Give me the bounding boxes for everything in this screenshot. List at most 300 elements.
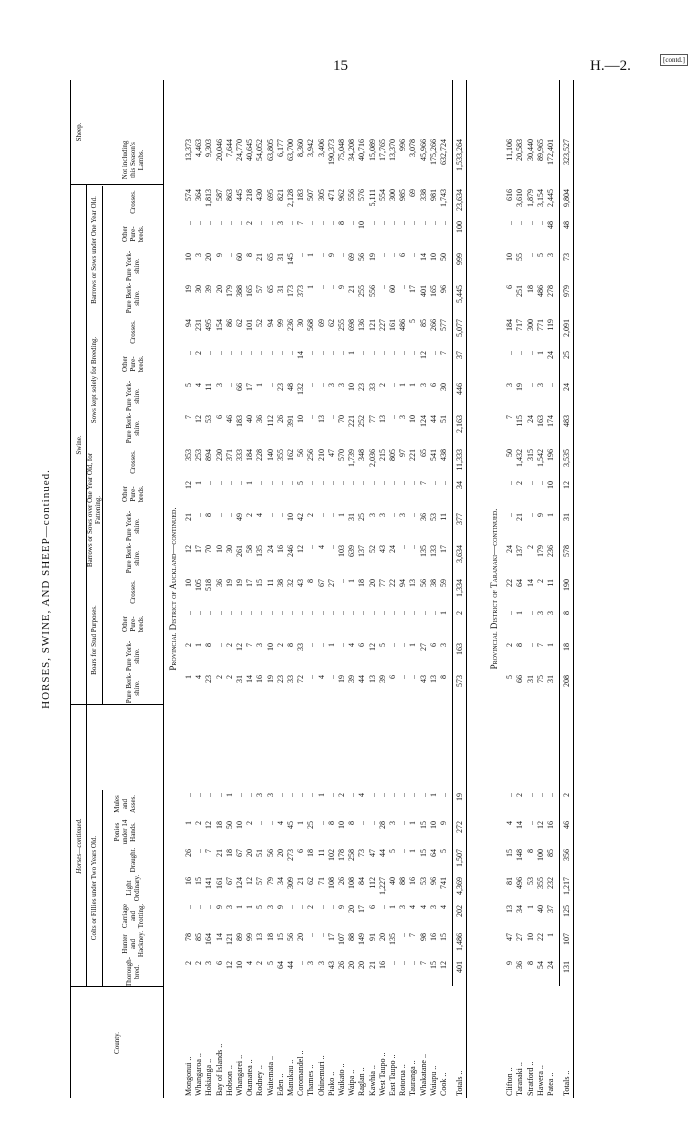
- table-cell: 141: [204, 877, 214, 889]
- table-cell: 4: [255, 513, 265, 517]
- table-cell: ..: [255, 821, 265, 825]
- table-cell: 231: [194, 319, 204, 331]
- table-cell: 135: [418, 545, 428, 557]
- table-cell: 23,634: [455, 189, 465, 211]
- table-cell: 5,077: [455, 319, 465, 337]
- table-cell: 1: [408, 849, 418, 853]
- table-cell: 47: [326, 449, 336, 457]
- table-cell: 1: [398, 383, 408, 387]
- county-name: Hawera ..: [535, 1065, 545, 1096]
- table-cell: 34: [515, 905, 525, 913]
- table-cell: ..: [326, 415, 336, 419]
- table-cell: 30: [296, 319, 306, 327]
- table-cell: 18: [224, 849, 234, 857]
- table-cell: 94: [184, 319, 193, 327]
- table-cell: 75: [535, 675, 545, 683]
- table-cell: 43: [377, 545, 387, 553]
- table-cell: 3: [255, 793, 265, 797]
- table-cell: 14: [214, 933, 224, 941]
- table-cell: ..: [418, 793, 428, 797]
- table-cell: 3: [255, 643, 265, 647]
- table-cell: 66: [515, 675, 525, 683]
- county-name: Waitemata ..: [265, 1055, 275, 1096]
- table-cell: ..: [388, 961, 397, 965]
- table-cell: ..: [316, 821, 326, 825]
- table-cell: 7: [535, 643, 545, 647]
- county-name: Tauranga ..: [408, 1060, 418, 1096]
- table-cell: 161: [214, 877, 224, 889]
- table-cell: ..: [296, 905, 306, 909]
- table-cell: 1: [337, 513, 346, 517]
- table-cell: 132: [296, 383, 306, 395]
- table-cell: 15: [275, 933, 285, 941]
- table-cell: 19: [455, 793, 465, 801]
- table-cell: 18: [265, 933, 275, 941]
- table-cell: ..: [275, 481, 285, 485]
- table-cell: 2: [224, 643, 234, 647]
- table-cell: 14: [525, 579, 535, 587]
- table-cell: 616: [505, 189, 515, 201]
- table-cell: 34: [455, 481, 465, 489]
- table-cell: 62: [235, 319, 244, 327]
- table-cell: 438: [439, 449, 448, 461]
- table-cell: 218: [245, 189, 255, 201]
- table-cell: 8: [326, 821, 336, 825]
- column-header: Pure Berk-shire.: [125, 412, 141, 444]
- table-cell: 105: [194, 579, 204, 591]
- table-cell: 19: [367, 253, 377, 261]
- table-cell: 124: [235, 877, 244, 889]
- table-cell: 154: [214, 319, 224, 331]
- table-cell: 4: [408, 905, 418, 909]
- table-cell: 33: [286, 675, 295, 683]
- table-cell: ..: [388, 793, 397, 797]
- table-cell: 164: [204, 933, 214, 945]
- table-cell: 3,154: [535, 189, 545, 207]
- table-cell: 10: [347, 383, 357, 391]
- table-cell: 31: [275, 253, 285, 261]
- table-cell: 27: [326, 579, 336, 587]
- column-header: Hunter and Hackney.: [121, 930, 145, 958]
- table-cell: 9: [439, 821, 448, 825]
- table-cell: ..: [224, 351, 234, 355]
- table-cell: ..: [418, 221, 428, 225]
- table-cell: 1: [546, 933, 555, 937]
- county-name: Whangarei ..: [235, 1054, 244, 1096]
- table-cell: ..: [255, 481, 265, 485]
- table-cell: ..: [525, 611, 535, 615]
- table-cell: 228: [255, 449, 265, 461]
- table-cell: 253: [194, 449, 204, 461]
- table-cell: 3: [535, 383, 545, 387]
- table-cell: 9: [214, 253, 224, 257]
- table-cell: 236: [286, 319, 295, 331]
- table-cell: 107: [337, 933, 346, 945]
- table-cell: 60: [388, 285, 397, 293]
- table-cell: ..: [347, 793, 357, 797]
- table-cell: 4: [194, 383, 204, 387]
- table-cell: ..: [255, 611, 265, 615]
- table-row: [255, 80, 264, 1098]
- table-cell: 6: [428, 383, 438, 387]
- table-cell: ..: [316, 481, 326, 485]
- table-cell: 50: [505, 449, 515, 457]
- table-cell: 57: [255, 877, 265, 885]
- table-cell: 894: [204, 449, 214, 461]
- table-cell: 2: [245, 513, 255, 517]
- table-cell: 401: [455, 961, 465, 973]
- header-boars: Boars for Stud Purposes.: [90, 605, 98, 675]
- table-cell: ..: [525, 513, 535, 517]
- column-header: Crosses.: [129, 320, 137, 344]
- table-cell: 20: [214, 285, 224, 293]
- table-cell: 8: [515, 643, 525, 647]
- table-cell: 3: [535, 611, 545, 615]
- table-cell: 2: [515, 481, 525, 485]
- table-cell: ..: [235, 793, 244, 797]
- reference-stamp: [contd.]: [660, 54, 688, 66]
- table-cell: 215: [377, 449, 387, 461]
- table-cell: 69: [316, 319, 326, 327]
- table-cell: 17: [408, 285, 418, 293]
- table-cell: 86: [224, 319, 234, 327]
- table-cell: 10: [296, 415, 306, 423]
- table-cell: 24,770: [235, 139, 244, 161]
- table-cell: 13: [377, 415, 387, 423]
- table-cell: ..: [347, 221, 357, 225]
- table-cell: ..: [214, 351, 224, 355]
- table-row: [204, 80, 213, 1098]
- table-cell: 149: [357, 933, 367, 945]
- table-cell: 4: [347, 643, 357, 647]
- table-cell: 78: [184, 933, 193, 941]
- table-cell: 5,111: [367, 189, 377, 207]
- table-cell: 101: [245, 319, 255, 331]
- column-header: Draught.: [129, 847, 137, 873]
- page-number: 15: [333, 58, 348, 74]
- table-cell: 2: [377, 383, 387, 387]
- table-cell: ..: [535, 221, 545, 225]
- table-cell: 255: [337, 319, 346, 331]
- table-cell: 8: [286, 643, 295, 647]
- table-cell: ..: [388, 383, 397, 387]
- rotated-table-page: [40, 80, 660, 1098]
- table-cell: 13: [367, 675, 377, 683]
- table-cell: 24: [388, 545, 397, 553]
- table-cell: 12: [235, 643, 244, 651]
- table-cell: 3: [398, 415, 408, 419]
- table-cell: 67: [316, 579, 326, 587]
- table-cell: 163: [535, 415, 545, 427]
- table-cell: 18: [525, 285, 535, 293]
- table-row: [347, 80, 356, 1098]
- table-cell: 20,046: [214, 139, 224, 161]
- table-cell: 39: [347, 675, 357, 683]
- table-cell: ..: [398, 545, 408, 549]
- table-cell: 179: [224, 285, 234, 297]
- table-row: [266, 80, 275, 1098]
- table-cell: 1: [428, 793, 438, 797]
- table-cell: 3: [204, 961, 214, 965]
- table-cell: 3: [398, 513, 408, 517]
- table-cell: 356: [562, 849, 572, 861]
- table-cell: 1,743: [439, 189, 448, 207]
- table-cell: 77: [367, 415, 377, 423]
- table-cell: 31: [546, 675, 555, 683]
- table-cell: 20,583: [515, 139, 525, 161]
- table-cell: 19: [184, 285, 193, 293]
- table-cell: 56: [357, 253, 367, 261]
- table-cell: 15: [505, 849, 515, 857]
- table-cell: 98: [418, 933, 428, 941]
- section-rule: [466, 80, 467, 1098]
- table-cell: ..: [398, 611, 408, 615]
- table-cell: ..: [326, 513, 336, 517]
- table-cell: 15: [439, 933, 448, 941]
- table-cell: 323,527: [562, 139, 572, 165]
- table-cell: 31: [235, 675, 244, 683]
- table-cell: 44: [286, 961, 295, 969]
- table-cell: 985: [398, 189, 408, 201]
- table-cell: ..: [408, 545, 418, 549]
- table-cell: 48: [546, 221, 555, 229]
- table-cell: 94: [265, 319, 275, 327]
- table-cell: 12: [296, 545, 306, 553]
- table-cell: 981: [428, 189, 438, 201]
- table-cell: 1: [245, 905, 255, 909]
- table-cell: 18: [357, 579, 367, 587]
- table-cell: ..: [357, 351, 367, 355]
- table-cell: 12: [204, 821, 214, 829]
- county-name: Stratford ..: [525, 1061, 535, 1096]
- table-cell: 13,373: [184, 139, 193, 161]
- table-cell: ..: [286, 793, 295, 797]
- table-cell: ..: [377, 351, 387, 355]
- table-cell: ..: [337, 611, 346, 615]
- table-cell: 53: [204, 415, 214, 423]
- table-cell: 15: [255, 579, 265, 587]
- table-cell: 97: [398, 449, 408, 457]
- column-header: Pure York-shire.: [125, 510, 141, 542]
- table-cell: 10: [214, 545, 224, 553]
- table-cell: ..: [505, 513, 515, 517]
- table-row: [296, 80, 305, 1098]
- table-cell: ..: [224, 221, 234, 225]
- table-row: [419, 80, 428, 1098]
- table-cell: ..: [306, 643, 316, 647]
- table-cell: 9: [337, 285, 346, 289]
- table-cell: 20: [347, 905, 357, 913]
- county-name: Whangaroa ..: [194, 1053, 204, 1096]
- table-cell: 574: [184, 189, 193, 201]
- table-cell: 73: [562, 253, 572, 261]
- table-cell: 51: [439, 415, 448, 423]
- table-cell: 190,373: [326, 139, 336, 165]
- table-cell: 1: [306, 285, 316, 289]
- table-cell: 1: [296, 821, 306, 825]
- table-cell: ..: [377, 905, 387, 909]
- table-cell: 22: [505, 579, 515, 587]
- table-cell: 863: [224, 189, 234, 201]
- table-cell: 577: [439, 319, 448, 331]
- table-cell: 53: [428, 513, 438, 521]
- table-cell: 364: [194, 189, 204, 201]
- table-cell: ..: [408, 513, 418, 517]
- table-cell: 401: [418, 285, 428, 297]
- table-cell: ..: [439, 481, 448, 485]
- table-cell: 355: [535, 877, 545, 889]
- table-cell: 56: [296, 449, 306, 457]
- table-cell: 12: [562, 481, 572, 489]
- table-cell: ..: [525, 351, 535, 355]
- table-cell: 7: [439, 351, 448, 355]
- table-cell: 1,217: [562, 877, 572, 895]
- table-cell: 632,724: [439, 139, 448, 165]
- table-cell: 100: [455, 221, 465, 233]
- table-cell: 28: [377, 821, 387, 829]
- table-cell: ..: [194, 905, 204, 909]
- table-cell: 1: [255, 383, 265, 387]
- table-cell: 771: [535, 319, 545, 331]
- table-cell: 12: [535, 821, 545, 829]
- table-cell: 99: [245, 933, 255, 941]
- table-cell: 91: [367, 933, 377, 941]
- table-cell: ..: [428, 611, 438, 615]
- table-cell: 272: [455, 821, 465, 833]
- table-cell: 202: [455, 905, 465, 917]
- table-cell: ..: [377, 481, 387, 485]
- table-cell: 2: [224, 675, 234, 679]
- table-cell: 47: [505, 933, 515, 941]
- table-cell: ..: [337, 253, 346, 257]
- table-cell: ..: [275, 351, 285, 355]
- table-cell: 54: [535, 961, 545, 969]
- table-cell: 4: [316, 545, 326, 549]
- county-name: East Taupo ..: [388, 1054, 397, 1096]
- table-cell: 112: [367, 877, 377, 889]
- table-cell: 6: [428, 643, 438, 647]
- table-cell: ..: [347, 611, 357, 615]
- table-cell: 184: [505, 319, 515, 331]
- table-cell: 486: [535, 285, 545, 297]
- table-cell: 190: [562, 579, 572, 591]
- table-cell: ..: [194, 793, 204, 797]
- table-cell: 17,765: [377, 139, 387, 161]
- table-cell: 13: [505, 905, 515, 913]
- table-cell: 14: [418, 253, 428, 261]
- table-cell: 221: [347, 415, 357, 427]
- table-cell: 119: [546, 319, 555, 331]
- table-cell: 24: [546, 961, 555, 969]
- table-cell: 52: [367, 545, 377, 553]
- table-cell: 31: [347, 513, 357, 521]
- table-cell: 5: [505, 675, 515, 679]
- table-cell: 103: [337, 545, 346, 557]
- table-cell: 717: [515, 319, 525, 331]
- table-cell: 100: [535, 849, 545, 861]
- table-cell: 1,432: [515, 449, 525, 467]
- table-cell: 10: [235, 961, 244, 969]
- table-cell: ..: [505, 793, 515, 797]
- table-cell: ..: [505, 481, 515, 485]
- table-cell: 1,813: [204, 189, 214, 207]
- table-cell: 20: [377, 933, 387, 941]
- table-cell: ..: [388, 253, 397, 257]
- table-cell: 208: [562, 675, 572, 687]
- table-cell: 64: [275, 961, 285, 969]
- table-cell: 6: [357, 643, 367, 647]
- table-cell: ..: [235, 611, 244, 615]
- table-cell: 40,716: [357, 139, 367, 161]
- table-cell: 255: [357, 285, 367, 297]
- county-name: Coromandel ..: [296, 1050, 306, 1096]
- header-barrows-over: Barrows or Sows over One Year Old, for Fattening.: [86, 452, 102, 568]
- table-cell: ..: [428, 481, 438, 485]
- table-cell: 518: [204, 579, 214, 591]
- table-cell: 20: [275, 849, 285, 857]
- table-cell: 2: [194, 821, 204, 825]
- table-cell: ..: [316, 611, 326, 615]
- table-cell: 44: [357, 675, 367, 683]
- county-name: Cook ..: [439, 1072, 448, 1096]
- table-cell: 22: [535, 933, 545, 941]
- table-cell: 30: [224, 545, 234, 553]
- table-cell: 1,507: [455, 849, 465, 867]
- table-cell: 43: [418, 675, 428, 683]
- table-cell: 495: [204, 319, 214, 331]
- table-cell: ..: [525, 821, 535, 825]
- table-cell: 7: [408, 933, 418, 937]
- table-cell: 175,266: [428, 139, 438, 165]
- table-cell: 14: [515, 821, 525, 829]
- table-cell: 7: [184, 415, 193, 419]
- table-cell: 12: [224, 961, 234, 969]
- table-cell: 16: [546, 821, 555, 829]
- table-cell: ..: [245, 351, 255, 355]
- table-cell: 11: [439, 513, 448, 521]
- table-cell: ..: [306, 611, 316, 615]
- table-cell: 36: [418, 513, 428, 521]
- table-cell: ..: [398, 675, 408, 679]
- table-cell: 26: [184, 849, 193, 857]
- table-cell: ..: [214, 481, 224, 485]
- table-cell: 2: [184, 961, 193, 965]
- table-cell: 2: [194, 961, 204, 965]
- column-header: Pure York-shire.: [125, 380, 141, 412]
- table-cell: 1: [326, 643, 336, 647]
- table-cell: 3,406: [316, 139, 326, 157]
- table-cell: 10: [428, 821, 438, 829]
- header-horses: Horses—continued.: [75, 818, 83, 874]
- column-header: Pure York-shire.: [125, 250, 141, 282]
- table-cell: ..: [439, 221, 448, 225]
- table-cell: ..: [388, 351, 397, 355]
- table-cell: ..: [525, 383, 535, 387]
- table-cell: ..: [418, 611, 428, 615]
- table-cell: 51: [255, 849, 265, 857]
- table-cell: 1: [347, 579, 357, 583]
- table-cell: 1,739: [347, 449, 357, 467]
- county-name: Piako ..: [326, 1071, 336, 1096]
- table-row: [235, 80, 244, 1098]
- table-cell: 10: [235, 821, 244, 829]
- table-cell: ..: [326, 675, 336, 679]
- table-cell: ..: [398, 933, 408, 937]
- table-cell: 1,486: [455, 933, 465, 951]
- table-cell: ..: [194, 221, 204, 225]
- table-row: [408, 80, 417, 1098]
- county-name: Bay of Islands ..: [214, 1043, 224, 1096]
